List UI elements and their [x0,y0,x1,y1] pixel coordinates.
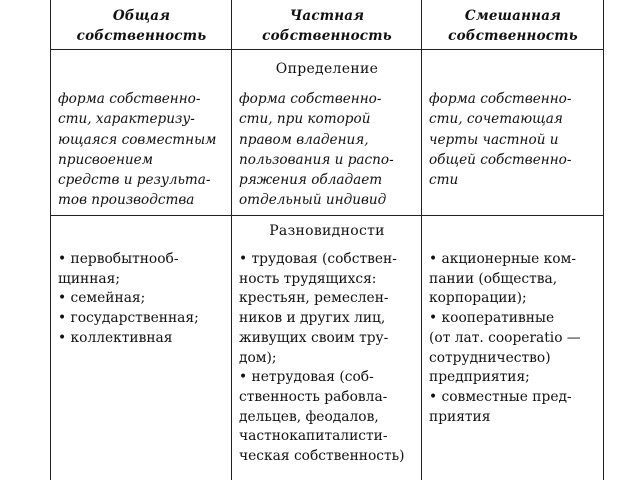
definition-bottom-rule [50,215,604,216]
varieties-private: • трудовая (собствен- ность трудящихся: крестьян, ремеслен- ников и других лиц, живущих своим тру- дом); • нетрудовая (соб- ственность рабовла- дельцев, феодалов, частнокапиталисти- ческая собственность) [239,251,405,465]
header-private-property: Частная собственность [262,8,392,44]
varieties-common: • первобытнооб- щинная; • семейная; • государственная; • коллективная [58,251,199,346]
definition-mixed: форма собственно- сти, сочетающая черты частной и общей собственно- сти [429,91,572,189]
header-common-property: Общая собственность [76,8,207,44]
header-bottom-rule [50,49,604,50]
property-forms-table [50,0,604,480]
header-mixed-property: Смешанная собственность [448,8,578,44]
definition-private: форма собственно- сти, при которой правом владения, пользования и распо- ряжения обладает отдельный индивид [239,91,394,209]
definition-common: форма собственно- сти, характеризу- ющаяся совместным присвоением средств и результа- тов производства [58,91,217,209]
section-title-varieties: Разновидности [269,223,385,239]
varieties-mixed: • акционерные ком- пании (общества, корпорации); • кооперативные (от лат. cooperatio — сотрудничество) предприятия; • совместные пред- приятия [429,251,581,425]
section-title-definition: Определение [275,61,379,77]
